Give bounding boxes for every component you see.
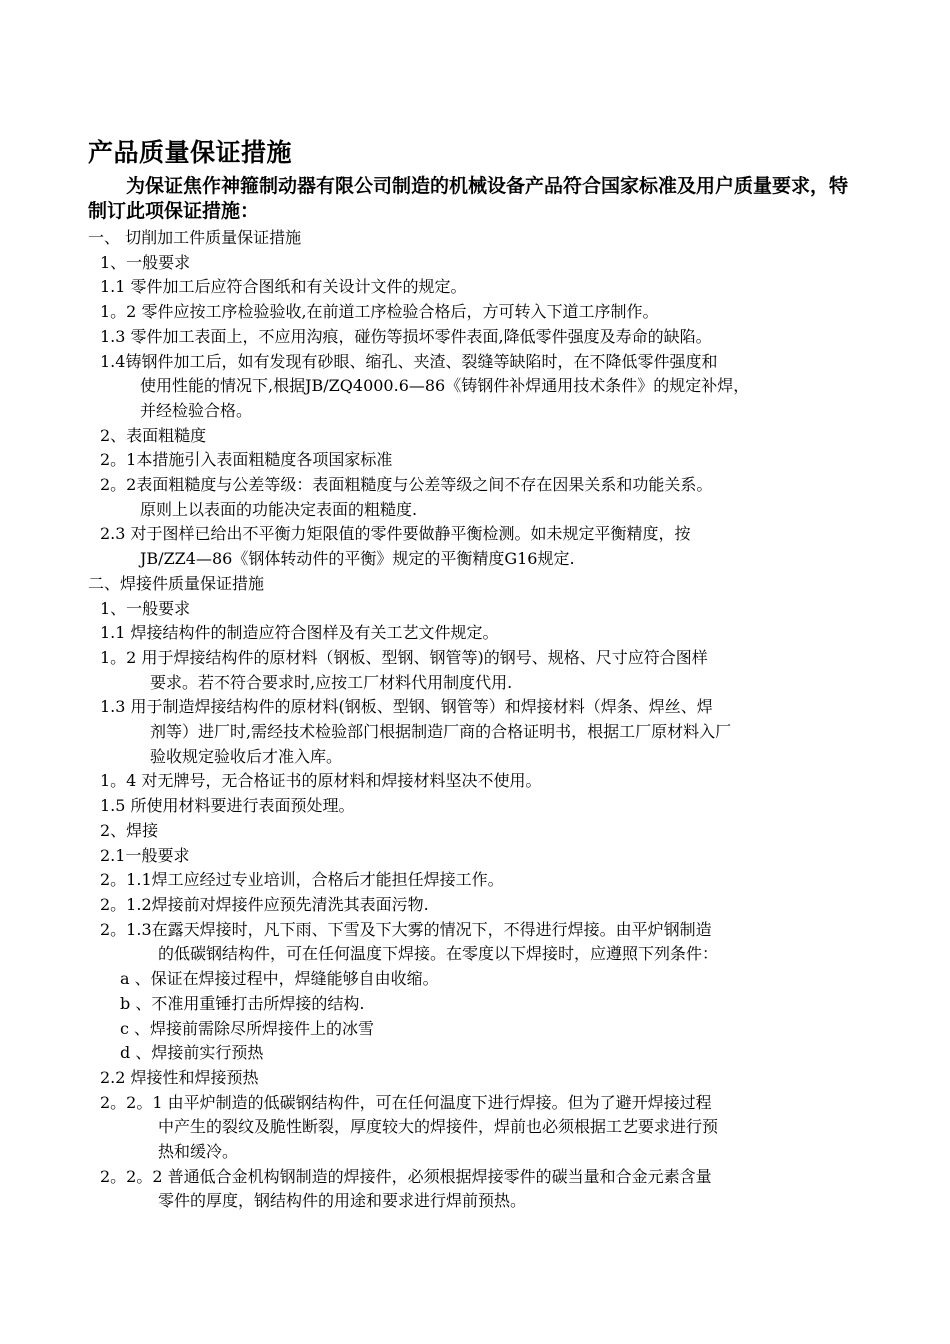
- section-heading-2: 二、焊接件质量保证措施: [88, 573, 265, 593]
- clause-continuation: 并经检验合格。: [140, 400, 253, 420]
- document-page: [88, 136, 858, 1214]
- clause-line: 2。2。1 由平炉制造的低碳钢结构件，可在任何温度下进行焊接。但为了避开焊接过程: [100, 1092, 712, 1112]
- clause-line: 1。2 零件应按工序检验验收,在前道工序检验合格后，方可转入下道工序制作。: [100, 302, 659, 322]
- clause-line: 2.1一般要求: [100, 845, 190, 865]
- clause-line: 2。1.2焊接前对焊接件应预先清洗其表面污物.: [100, 894, 429, 914]
- subsection-heading: 2、表面粗糙度: [100, 425, 207, 445]
- clause-continuation: 热和缓冷。: [158, 1142, 239, 1162]
- clause-line: 1。2 用于焊接结构件的原材料（钢板、型钢、钢管等)的钢号、规格、尺寸应符合图样: [100, 647, 708, 667]
- clause-line: 2。2。2 普通低合金机构钢制造的焊接件，必须根据焊接零件的碳当量和合金元素含量: [100, 1166, 712, 1186]
- subsection-heading: 1、一般要求: [100, 598, 191, 618]
- list-item: c 、焊接前需除尽所焊接件上的冰雪: [120, 1018, 375, 1038]
- list-item: b 、不准用重锤打击所焊接的结构.: [120, 993, 365, 1013]
- clause-continuation: JB/ZZ4—86《钢体转动件的平衡》规定的平衡精度G16规定.: [140, 549, 575, 569]
- clause-continuation: 原则上以表面的功能决定表面的粗糙度.: [140, 499, 418, 519]
- list-item: a 、保证在焊接过程中，焊缝能够自由收缩。: [120, 969, 439, 989]
- clause-continuation: 中产生的裂纹及脆性断裂，厚度较大的焊接件，焊前也必须根据工艺要求进行预: [158, 1117, 719, 1137]
- clause-line: 2。2表面粗糙度与公差等级：表面粗糙度与公差等级之间不存在因果关系和功能关系。: [100, 475, 713, 495]
- clause-continuation: 剂等）进厂时,需经技术检验部门根据制造厂商的合格证明书，根据工厂原材料入厂: [150, 722, 732, 742]
- clause-line: 1.4铸钢件加工后，如有发现有砂眼、缩孔、夹渣、裂缝等缺陷时，在不降低零件强度和: [100, 351, 718, 371]
- clause-line: 1.1 焊接结构件的制造应符合图样及有关工艺文件规定。: [100, 623, 499, 643]
- clause-continuation: 要求。若不符合要求时,应按工厂材料代用制度代用.: [150, 672, 513, 692]
- subsection-heading: 2、焊接: [100, 820, 159, 840]
- clause-line: 1.5 所使用材料要进行表面预处理。: [100, 796, 355, 816]
- section-heading-1: 一、 切削加工件质量保证措施: [88, 228, 302, 247]
- clause-line: 2.3 对于图样已给出不平衡力矩限值的零件要做静平衡检测。如未规定平衡精度，按: [100, 524, 691, 544]
- clause-line: 2。1本措施引入表面粗糙度各项国家标准: [100, 450, 393, 470]
- clause-line: 1.1 零件加工后应符合图纸和有关设计文件的规定。: [100, 277, 467, 297]
- clause-line: 1.3 零件加工表面上，不应用沟痕，碰伤等损坏零件表面,降低零件强度及寿命的缺陷。: [100, 326, 712, 346]
- clause-line: 1。4 对无牌号，无合格证书的原材料和焊接材料坚决不使用。: [100, 771, 542, 791]
- clause-continuation: 的低碳钢结构件，可在任何温度下焊接。在零度以下焊接时，应遵照下列条件：: [158, 944, 719, 964]
- clause-line: 1.3 用于制造焊接结构件的原材料(钢板、型钢、钢管等）和焊接材料（焊条、焊丝、焊: [100, 697, 713, 717]
- list-item: d 、焊接前实行预热: [120, 1043, 264, 1063]
- clause-line: 2。1.1焊工应经过专业培训，合格后才能担任焊接工作。: [100, 870, 504, 890]
- clause-continuation: 验收规定验收后才准入库。: [150, 746, 343, 766]
- subsection-heading: 2.2 焊接性和焊接预热: [100, 1067, 259, 1087]
- page-title: 产品质量保证措施: [88, 138, 293, 167]
- clause-continuation: 使用性能的情况下,根据JB/ZQ4000.6—86《铸钢件补焊通用技术条件》的规定补焊，: [140, 376, 750, 396]
- clause-line: 2。1.3在露天焊接时，凡下雨、下雪及下大雾的情况下，不得进行焊接。由平炉钢制造: [100, 919, 712, 939]
- intro-paragraph: 为保证焦作神箍制动器有限公司制造的机械设备产品符合国家标准及用户质量要求，特制订此项保证措施：: [88, 175, 849, 222]
- clause-continuation: 零件的厚度，钢结构件的用途和要求进行焊前预热。: [158, 1191, 527, 1211]
- subsection-heading: 1、一般要求: [100, 252, 191, 272]
